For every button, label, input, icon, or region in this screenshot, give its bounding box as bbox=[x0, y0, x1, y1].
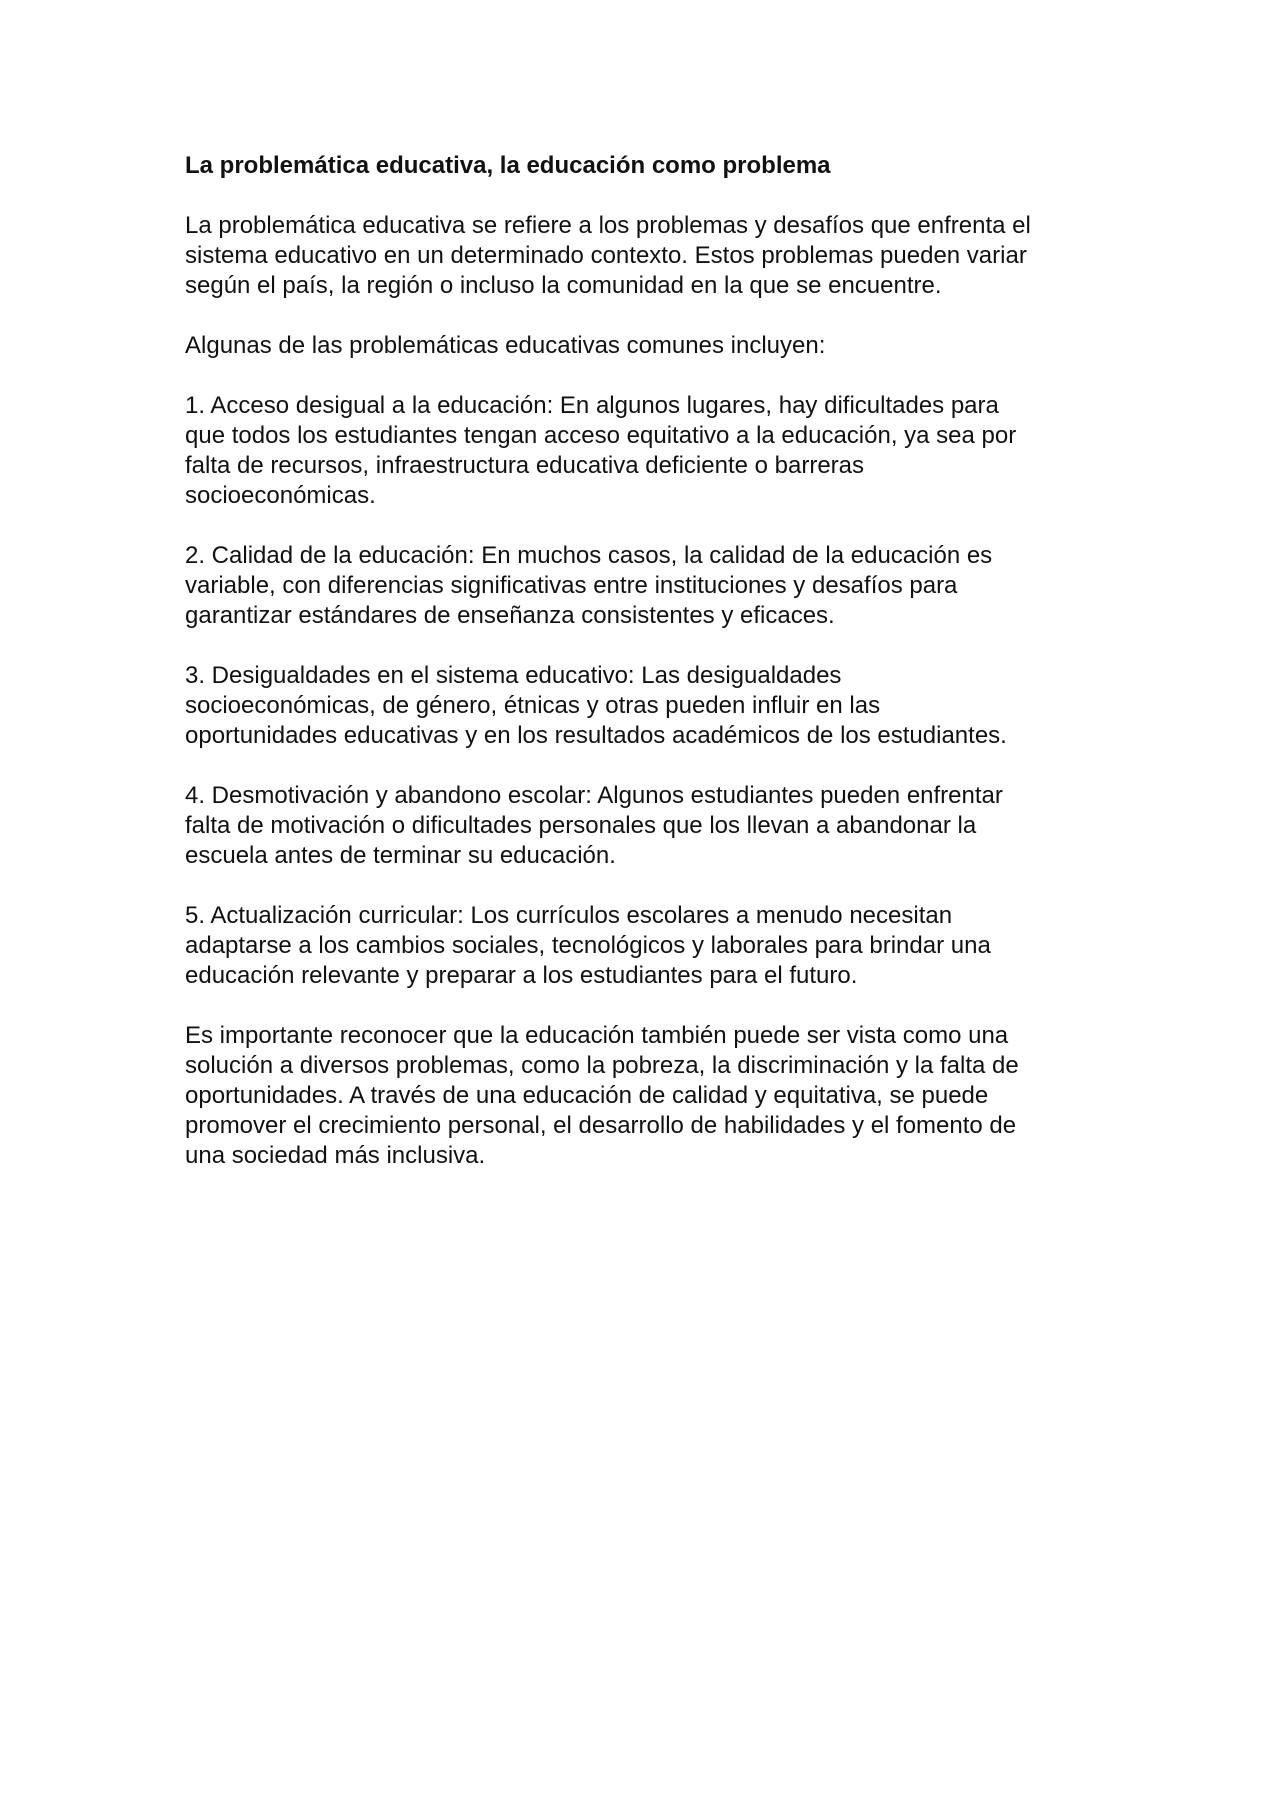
text-line: 2. Calidad de la educación: En muchos casos, la calidad de la educación es bbox=[185, 542, 993, 569]
text-line: educación relevante y preparar a los estudiantes para el futuro. bbox=[185, 962, 858, 989]
text-line: oportunidades educativas y en los resultados académicos de los estudiantes. bbox=[185, 722, 1007, 749]
text-line: variable, con diferencias significativas entre instituciones y desafíos para bbox=[185, 572, 958, 599]
document-body bbox=[185, 151, 1105, 1201]
list-item-4 bbox=[185, 781, 1105, 871]
list-item-1 bbox=[185, 391, 1105, 511]
text-line: 3. Desigualdades en el sistema educativo: Las desigualdades bbox=[185, 662, 842, 689]
text-line: que todos los estudiantes tengan acceso equitativo a la educación, ya sea por bbox=[185, 422, 1017, 449]
text-line: Es importante reconocer que la educación también puede ser vista como una bbox=[185, 1022, 1009, 1049]
list-item-2 bbox=[185, 541, 1105, 631]
document-title: La problemática educativa, la educación como problema bbox=[185, 152, 831, 179]
text-line: oportunidades. A través de una educación de calidad y equitativa, se puede bbox=[185, 1082, 989, 1109]
text-line: solución a diversos problemas, como la pobreza, la discriminación y la falta de bbox=[185, 1052, 1019, 1079]
text-line: 4. Desmotivación y abandono escolar: Algunos estudiantes pueden enfrentar bbox=[185, 782, 1003, 809]
text-line: socioeconómicas. bbox=[185, 482, 376, 509]
paragraph-intro bbox=[185, 211, 1105, 301]
text-line: según el país, la región o incluso la comunidad en la que se encuentre. bbox=[185, 272, 942, 299]
paragraph-list-intro bbox=[185, 331, 1105, 361]
text-line: La problemática educativa se refiere a los problemas y desafíos que enfrenta el bbox=[185, 212, 1031, 239]
text-line: 1. Acceso desigual a la educación: En algunos lugares, hay dificultades para bbox=[185, 392, 999, 419]
text-line: 5. Actualización curricular: Los currículos escolares a menudo necesitan bbox=[185, 902, 953, 929]
list-item-3 bbox=[185, 661, 1105, 751]
list-item-5 bbox=[185, 901, 1105, 991]
text-line: garantizar estándares de enseñanza consistentes y eficaces. bbox=[185, 602, 835, 629]
text-line: socioeconómicas, de género, étnicas y otras pueden influir en las bbox=[185, 692, 881, 719]
text-line: una sociedad más inclusiva. bbox=[185, 1142, 486, 1169]
text-line: falta de motivación o dificultades personales que los llevan a abandonar la bbox=[185, 812, 977, 839]
text-line: promover el crecimiento personal, el desarrollo de habilidades y el fomento de bbox=[185, 1112, 1017, 1139]
text-line: falta de recursos, infraestructura educativa deficiente o barreras bbox=[185, 452, 865, 479]
paragraph-conclusion bbox=[185, 1021, 1105, 1171]
text-line: Algunas de las problemáticas educativas comunes incluyen: bbox=[185, 332, 826, 359]
text-line: sistema educativo en un determinado contexto. Estos problemas pueden variar bbox=[185, 242, 1027, 269]
text-line: adaptarse a los cambios sociales, tecnológicos y laborales para brindar una bbox=[185, 932, 991, 959]
text-line: escuela antes de terminar su educación. bbox=[185, 842, 616, 869]
